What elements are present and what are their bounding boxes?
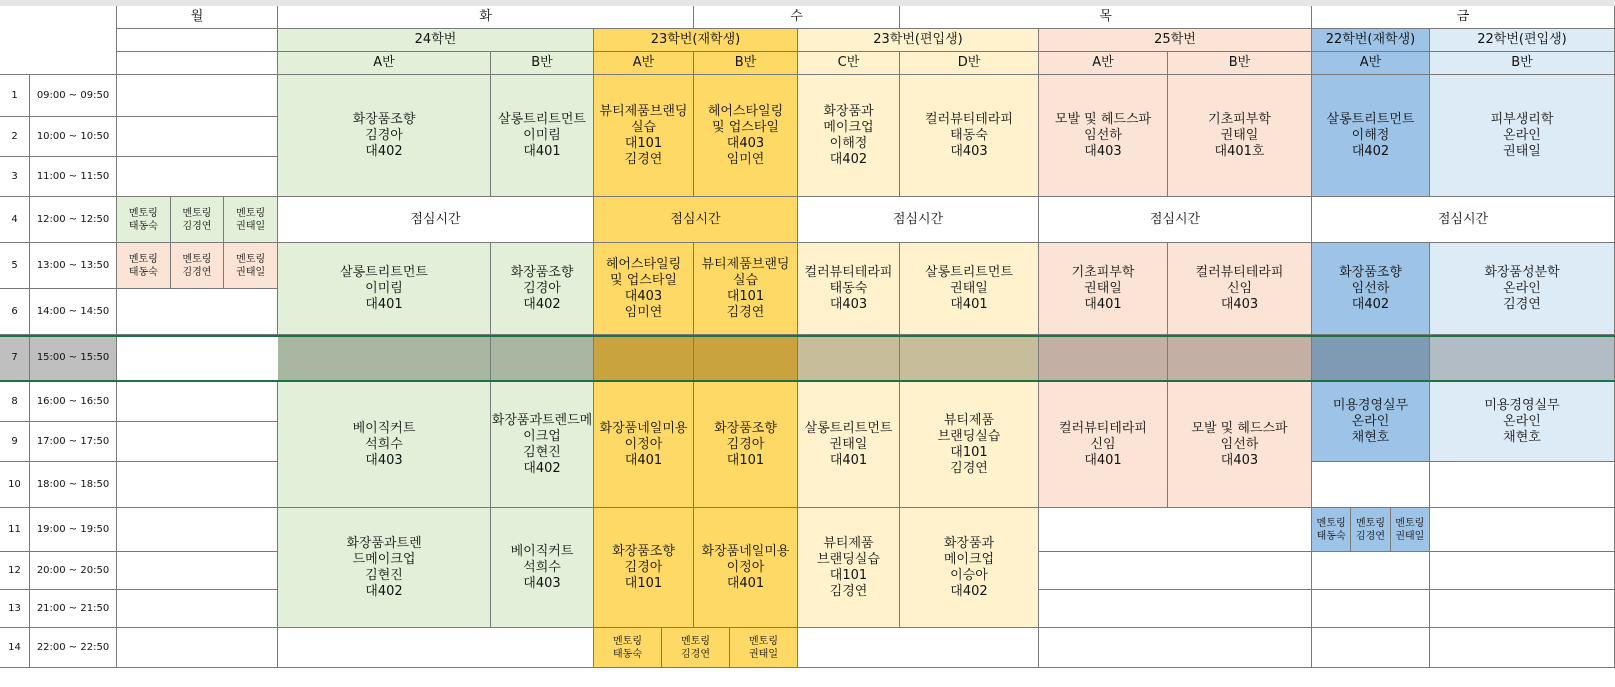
- timetable-sheet[interactable]: [0, 6, 1615, 687]
- course-cell[interactable]: 기초피부학 권태일 대401: [1039, 243, 1168, 335]
- cohort-header[interactable]: 24학번: [278, 29, 594, 52]
- selected-blank-cell[interactable]: [1430, 335, 1615, 382]
- course-cell[interactable]: 화장품조향 김경아 대402: [491, 243, 594, 335]
- blank-cell[interactable]: [117, 462, 278, 508]
- mentoring-cell[interactable]: 멘토링 권태일: [224, 243, 278, 289]
- blank-cell[interactable]: [798, 628, 1039, 668]
- time-slot[interactable]: 22:00 ~ 22:50: [30, 628, 117, 668]
- course-cell[interactable]: 화장품조향 김경아 대101: [594, 508, 694, 628]
- mentoring-cell[interactable]: 멘토링 태동숙: [594, 628, 662, 668]
- lunch-cell[interactable]: 점심시간: [278, 197, 594, 243]
- period-number[interactable]: 14: [0, 628, 30, 668]
- period-number[interactable]: 1: [0, 75, 30, 117]
- course-cell[interactable]: 화장품조향 김경아 대402: [278, 75, 491, 197]
- cohort-header[interactable]: 22학번(재학생): [1312, 29, 1430, 52]
- course-cell[interactable]: 뷰티제품 브랜딩실습 대101 김경연: [798, 508, 900, 628]
- selected-blank-cell[interactable]: [1168, 335, 1312, 382]
- time-slot[interactable]: 09:00 ~ 09:50: [30, 75, 117, 117]
- course-cell[interactable]: 화장품조향 김경아 대101: [694, 382, 798, 508]
- time-slot[interactable]: 11:00 ~ 11:50: [30, 157, 117, 197]
- class-header[interactable]: A반: [594, 52, 694, 75]
- mentoring-cell[interactable]: 멘토링 김경연: [662, 628, 730, 668]
- course-cell[interactable]: 기초피부학 권태일 대401호: [1168, 75, 1312, 197]
- blank-cell[interactable]: [1312, 462, 1430, 508]
- cohort-header[interactable]: 23학번(재학생): [594, 29, 798, 52]
- blank-cell[interactable]: [1039, 508, 1312, 552]
- course-cell[interactable]: 화장품과 메이크업 이승아 대402: [900, 508, 1039, 628]
- blank-cell[interactable]: [117, 628, 278, 668]
- time-slot[interactable]: 18:00 ~ 18:50: [30, 462, 117, 508]
- class-header[interactable]: B반: [491, 52, 594, 75]
- mentoring-cell[interactable]: 멘토링 권태일: [224, 197, 278, 243]
- time-slot[interactable]: 16:00 ~ 16:50: [30, 382, 117, 422]
- blank-cell[interactable]: [1430, 508, 1615, 552]
- course-cell[interactable]: 컬러뷰티테라피 태동숙 대403: [798, 243, 900, 335]
- course-cell[interactable]: 베이직커트 석희수 대403: [491, 508, 594, 628]
- period-number[interactable]: 4: [0, 197, 30, 243]
- period-number[interactable]: 13: [0, 590, 30, 628]
- mentoring-cell[interactable]: 멘토링 김경연: [1351, 508, 1390, 552]
- mentoring-cell[interactable]: 멘토링 김경연: [171, 197, 225, 243]
- course-cell[interactable]: 화장품조향 임선하 대402: [1312, 243, 1430, 335]
- mentoring-cell[interactable]: 멘토링 권태일: [730, 628, 798, 668]
- cohort-header[interactable]: 25학번: [1039, 29, 1312, 52]
- mentoring-cell[interactable]: 멘토링 권태일: [1391, 508, 1430, 552]
- course-cell[interactable]: 모발 및 헤드스파 임선하 대403: [1039, 75, 1168, 197]
- blank-cell[interactable]: [1312, 628, 1430, 668]
- course-cell[interactable]: 미용경영실무 온라인 채현호: [1430, 382, 1615, 462]
- selected-blank-cell[interactable]: [594, 335, 694, 382]
- class-header[interactable]: B반: [1168, 52, 1312, 75]
- course-cell[interactable]: 뷰티제품브랜딩 실습 대101 김경연: [594, 75, 694, 197]
- course-cell[interactable]: 화장품네일미용 이정아 대401: [694, 508, 798, 628]
- course-cell[interactable]: 살롱트리트먼트 권태일 대401: [900, 243, 1039, 335]
- course-cell[interactable]: 살롱트리트먼트 이미림 대401: [491, 75, 594, 197]
- course-cell[interactable]: 컬러뷰티테라피 태동숙 대403: [900, 75, 1039, 197]
- mentoring-cell[interactable]: 멘토링 태동숙: [117, 197, 171, 243]
- corner-cell: [0, 6, 117, 75]
- blank-cell[interactable]: [1312, 590, 1430, 628]
- blank-cell[interactable]: [117, 29, 278, 52]
- course-cell[interactable]: 컬러뷰티테라피 신임 대401: [1039, 382, 1168, 508]
- time-slot[interactable]: 12:00 ~ 12:50: [30, 197, 117, 243]
- course-cell[interactable]: 컬러뷰티테라피 신임 대403: [1168, 243, 1312, 335]
- period-number[interactable]: 9: [0, 422, 30, 462]
- period-number[interactable]: 3: [0, 157, 30, 197]
- cohort-header[interactable]: 22학번(편입생): [1430, 29, 1615, 52]
- class-header[interactable]: D반: [900, 52, 1039, 75]
- course-cell[interactable]: 헤어스타일링 및 업스타일 대403 임미연: [694, 75, 798, 197]
- course-cell[interactable]: 화장품과트렌 드메이크업 김현진 대402: [278, 508, 491, 628]
- course-cell[interactable]: 화장품과 메이크업 이해정 대402: [798, 75, 900, 197]
- course-cell[interactable]: 화장품네일미용 이정아 대401: [594, 382, 694, 508]
- time-slot[interactable]: 10:00 ~ 10:50: [30, 117, 117, 157]
- class-header[interactable]: C반: [798, 52, 900, 75]
- blank-cell[interactable]: [1312, 552, 1430, 590]
- course-cell[interactable]: 살롱트리트먼트 이미림 대401: [278, 243, 491, 335]
- cohort-header[interactable]: 23학번(편입생): [798, 29, 1039, 52]
- course-cell[interactable]: 모발 및 헤드스파 임선하 대403: [1168, 382, 1312, 508]
- selected-blank-cell[interactable]: [491, 335, 594, 382]
- blank-cell[interactable]: [117, 52, 278, 75]
- selected-blank-cell[interactable]: [278, 335, 491, 382]
- course-cell[interactable]: 뷰티제품브랜딩 실습 대101 김경연: [694, 243, 798, 335]
- period-number[interactable]: 10: [0, 462, 30, 508]
- selected-blank-cell[interactable]: [694, 335, 798, 382]
- time-slot[interactable]: 13:00 ~ 13:50: [30, 243, 117, 289]
- day-header-thu[interactable]: 목: [900, 6, 1312, 29]
- blank-cell[interactable]: [117, 422, 278, 462]
- period-number[interactable]: 7: [0, 335, 30, 382]
- blank-cell[interactable]: [117, 552, 278, 590]
- class-header[interactable]: A반: [278, 52, 491, 75]
- blank-cell[interactable]: [1430, 590, 1615, 628]
- blank-cell[interactable]: [1039, 628, 1312, 668]
- period-number[interactable]: 2: [0, 117, 30, 157]
- blank-cell[interactable]: [1039, 552, 1312, 590]
- period-number[interactable]: 11: [0, 508, 30, 552]
- selected-blank-cell[interactable]: [1312, 335, 1430, 382]
- class-header[interactable]: B반: [1430, 52, 1615, 75]
- day-header-wed[interactable]: 수: [694, 6, 900, 29]
- course-cell[interactable]: 베이직커트 석희수 대403: [278, 382, 491, 508]
- time-slot[interactable]: 19:00 ~ 19:50: [30, 508, 117, 552]
- period-number[interactable]: 6: [0, 289, 30, 335]
- blank-cell[interactable]: [117, 289, 278, 335]
- day-header-mon[interactable]: 월: [117, 6, 278, 29]
- period-number[interactable]: 5: [0, 243, 30, 289]
- blank-cell[interactable]: [1430, 628, 1615, 668]
- selected-blank-cell[interactable]: [798, 335, 900, 382]
- selected-blank-cell[interactable]: [1039, 335, 1168, 382]
- blank-cell[interactable]: [1039, 590, 1312, 628]
- blank-cell[interactable]: [1430, 552, 1615, 590]
- time-slot[interactable]: 20:00 ~ 20:50: [30, 552, 117, 590]
- lunch-cell[interactable]: 점심시간: [1312, 197, 1615, 243]
- day-header-tue[interactable]: 화: [278, 6, 694, 29]
- lunch-cell[interactable]: 점심시간: [1039, 197, 1312, 243]
- day-header-fri[interactable]: 금: [1312, 6, 1615, 29]
- blank-cell[interactable]: [117, 117, 278, 157]
- course-cell[interactable]: 화장품과트렌드메 이크업 김현진 대402: [491, 382, 594, 508]
- course-cell[interactable]: 살롱트리트먼트 권태일 대401: [798, 382, 900, 508]
- time-slot[interactable]: 14:00 ~ 14:50: [30, 289, 117, 335]
- mentoring-cell[interactable]: 멘토링 김경연: [171, 243, 225, 289]
- period-number[interactable]: 12: [0, 552, 30, 590]
- selected-blank-cell[interactable]: [900, 335, 1039, 382]
- blank-cell[interactable]: [117, 75, 278, 117]
- period-number[interactable]: 8: [0, 382, 30, 422]
- blank-cell[interactable]: [278, 628, 594, 668]
- course-cell[interactable]: 화장품성분학 온라인 김경연: [1430, 243, 1615, 335]
- course-cell[interactable]: 헤어스타일링 및 업스타일 대403 임미연: [594, 243, 694, 335]
- time-slot[interactable]: 17:00 ~ 17:50: [30, 422, 117, 462]
- course-cell[interactable]: 살롱트리트먼트 이해정 대402: [1312, 75, 1430, 197]
- course-cell[interactable]: 피부생리학 온라인 권태일: [1430, 75, 1615, 197]
- mentoring-cell[interactable]: 멘토링 태동숙: [1312, 508, 1351, 552]
- time-slot[interactable]: 21:00 ~ 21:50: [30, 590, 117, 628]
- lunch-cell[interactable]: 점심시간: [798, 197, 1039, 243]
- course-cell[interactable]: 미용경영실무 온라인 채현호: [1312, 382, 1430, 462]
- time-slot[interactable]: 15:00 ~ 15:50: [30, 335, 117, 382]
- course-cell[interactable]: 뷰티제품 브랜딩실습 대101 김경연: [900, 382, 1039, 508]
- blank-cell[interactable]: [117, 508, 278, 552]
- lunch-cell[interactable]: 점심시간: [594, 197, 798, 243]
- mentoring-cell[interactable]: 멘토링 태동숙: [117, 243, 171, 289]
- class-header[interactable]: B반: [694, 52, 798, 75]
- class-header[interactable]: A반: [1039, 52, 1168, 75]
- class-header[interactable]: A반: [1312, 52, 1430, 75]
- blank-cell[interactable]: [117, 382, 278, 422]
- blank-cell[interactable]: [117, 590, 278, 628]
- blank-cell[interactable]: [1430, 462, 1615, 508]
- blank-cell[interactable]: [117, 157, 278, 197]
